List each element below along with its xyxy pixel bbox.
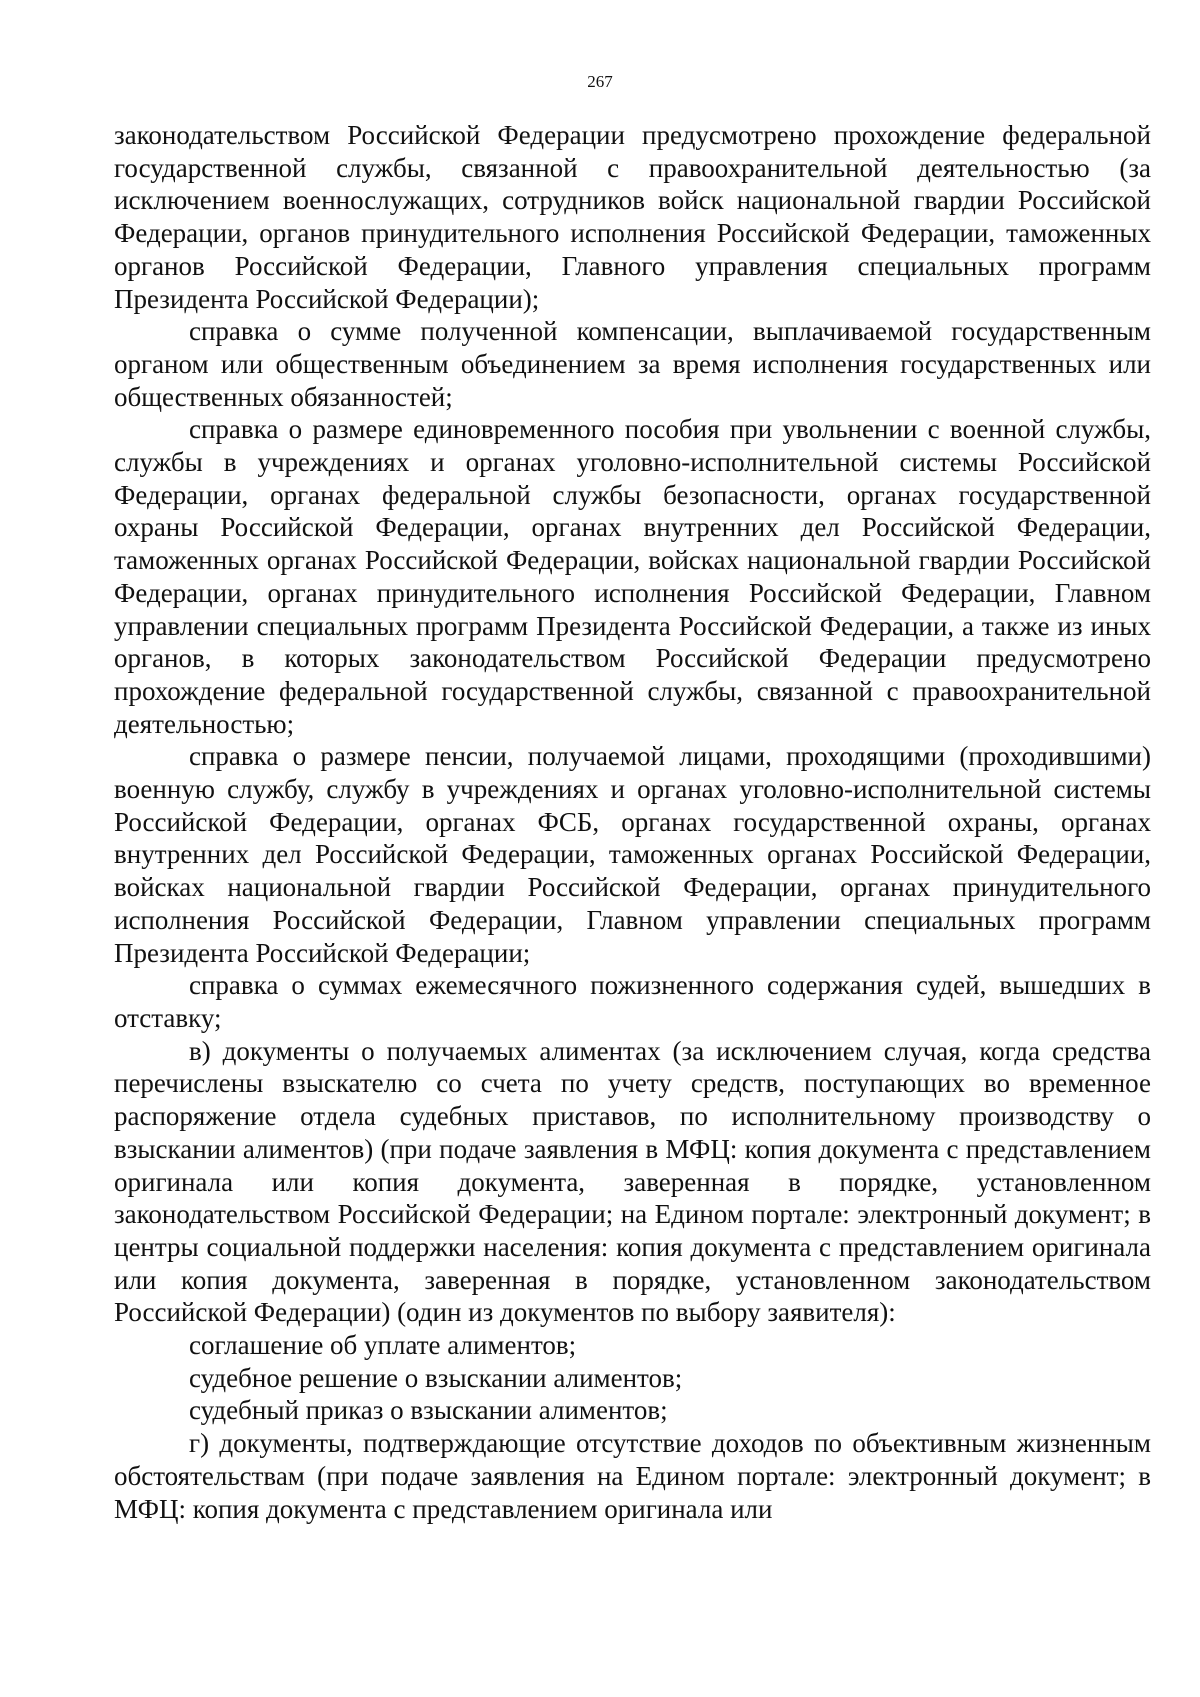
paragraph: в) документы о получаемых алиментах (за исключением случая, когда средства перечислены взыскателю со счета по учету средств, поступающих во временное распоряжение отдела судебных приставов, по исполнительному производству о взыскании алиментов) (при подаче заявления в МФЦ: копия документа с представлением оригинала или копия документа, заверенная в порядке, установленном законодательством Российской Федерации; на Едином портале: электронный документ; в центры социальной поддержки населения: копия документа с представлением оригинала или копия документа, заверенная в порядке, установленном законодательством Российской Федерации) (один из документов по выбору заявителя):	[114, 1035, 1151, 1328]
paragraph: г) документы, подтверждающие отсутствие доходов по объективным жизненным обстоятельствам (при подаче заявления на Едином портале: электронный документ; в МФЦ: копия документа с представлением оригинала или	[114, 1428, 1151, 1524]
paragraph: соглашение об уплате алиментов;	[189, 1330, 577, 1361]
page-number: 267	[587, 72, 613, 91]
paragraph: справка о суммах ежемесячного пожизненного содержания судей, вышедших в отставку;	[114, 970, 1151, 1033]
paragraph: справка о сумме полученной компенсации, выплачиваемой государственным органом или общественным объединением за время исполнения государственных или общественных обязанностей;	[114, 316, 1151, 412]
paragraph: судебный приказ о взыскании алиментов;	[189, 1395, 668, 1426]
paragraph: законодательством Российской Федерации предусмотрено прохождение федеральной государственной службы, связанной с правоохранительной деятельностью (за исключением военнослужащих, сотрудников войск национальной гвардии Российской Федерации, органов принудительного исполнения Российской Федерации, таможенных органов Российской Федерации, Главного управления специальных программ Президента Российской Федерации);	[114, 120, 1151, 314]
paragraph: справка о размере единовременного пособия при увольнении с военной службы, службы в учреждениях и органах уголовно-исполнительной системы Российской Федерации, органах федеральной службы безопасности, органах государственной охраны Российской Федерации, органах внутренних дел Российской Федерации, таможенных органах Российской Федерации, войсках национальной гвардии Российской Федерации, органах принудительного исполнения Российской Федерации, Главном управлении специальных программ Президента Российской Федерации, а также из иных органов, в которых законодательством Российской Федерации предусмотрено прохождение федеральной государственной службы, связанной с правоохранительной деятельностью;	[114, 414, 1151, 739]
paragraph: судебное решение о взыскании алиментов;	[189, 1362, 683, 1393]
document-body	[114, 119, 1151, 1525]
paragraph: справка о размере пенсии, получаемой лицами, проходящими (проходившими) военную службу, службу в учреждениях и органах уголовно-исполнительной системы Российской Федерации, органах ФСБ, органах государственной охраны, органах внутренних дел Российской Федерации, таможенных органах Российской Федерации, войсках национальной гвардии Российской Федерации, органах принудительного исполнения Российской Федерации, Главном управлении специальных программ Президента Российской Федерации;	[114, 741, 1151, 968]
